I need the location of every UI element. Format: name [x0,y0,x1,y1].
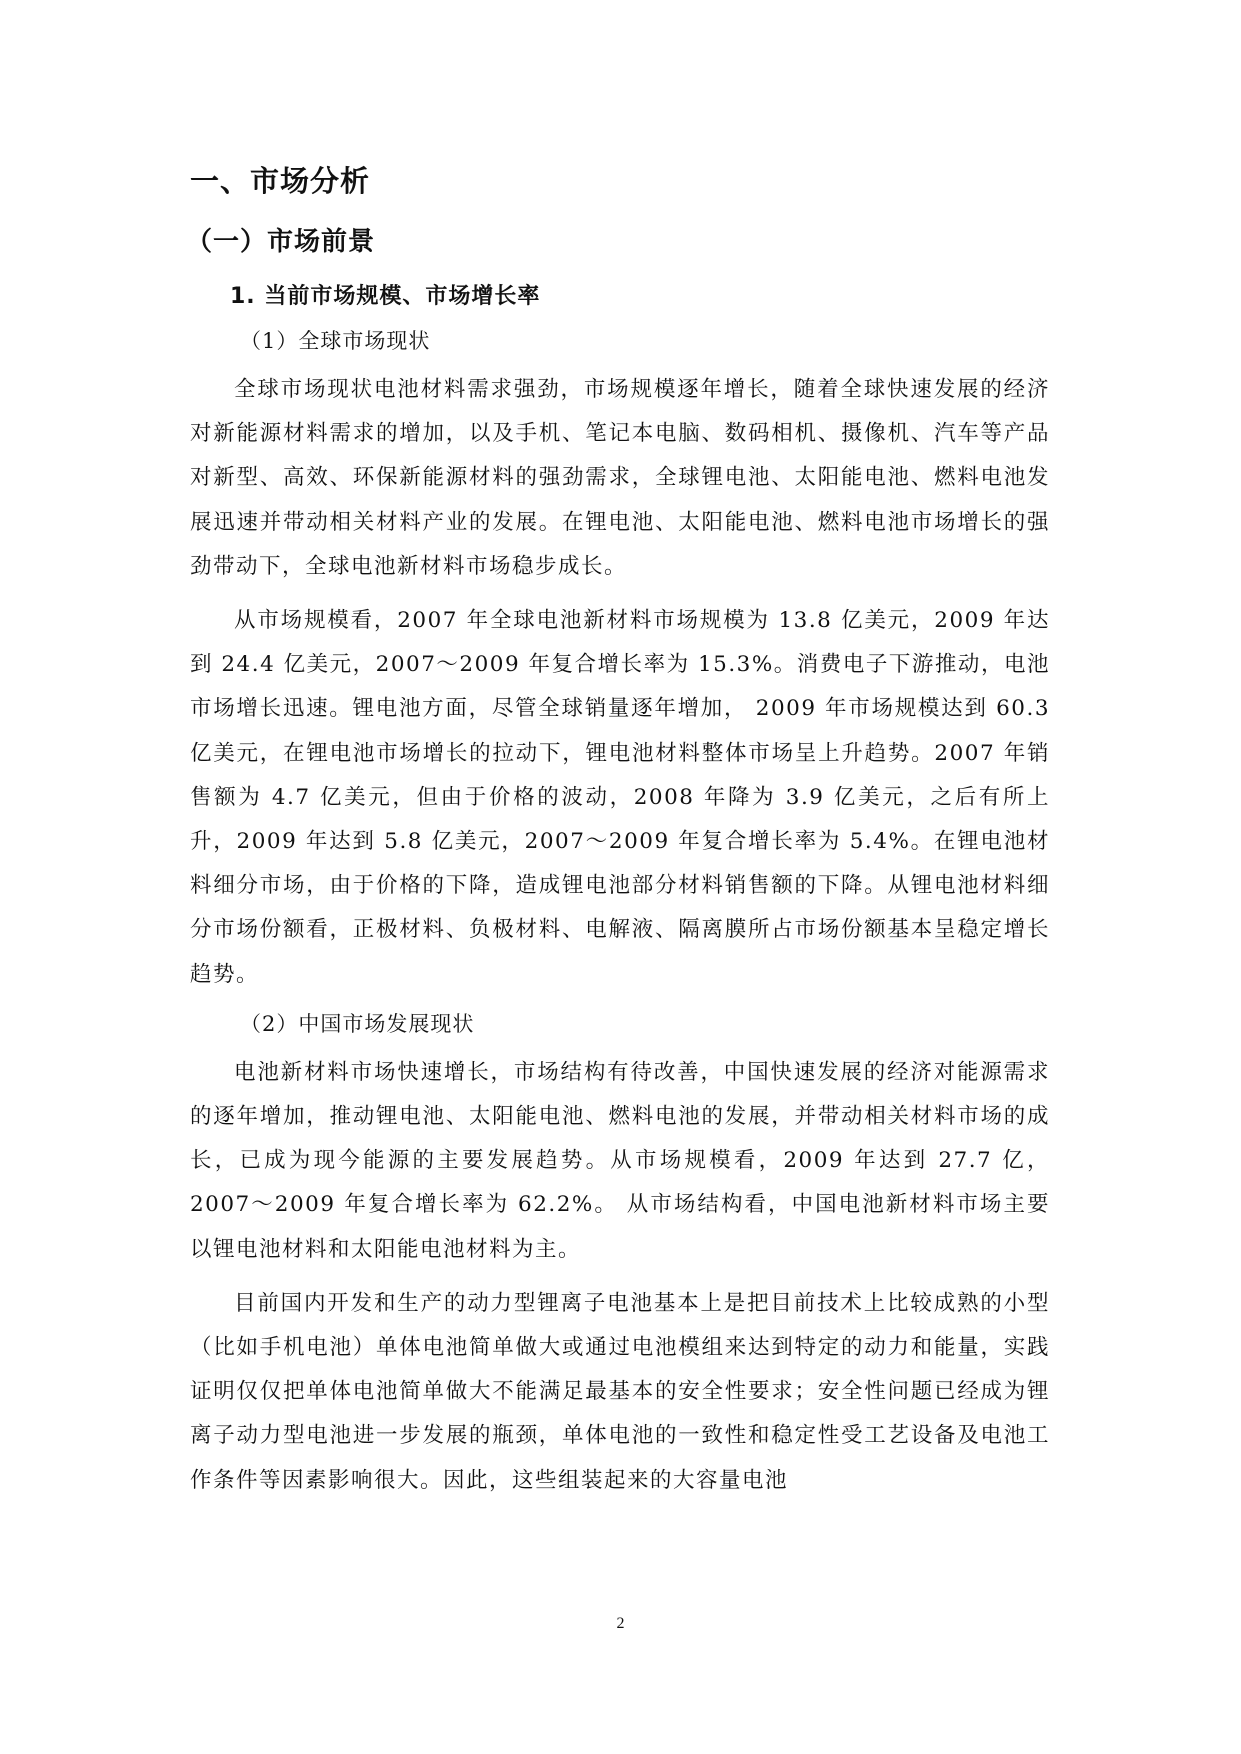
paragraph-global-1: 全球市场现状电池材料需求强劲，市场规模逐年增长，随着全球快速发展的经济对新能源材料需求的增加，以及手机、笔记本电脑、数码相机、摄像机、汽车等产品对新型、高效、环保新能源材料的强劲需求，全球锂电池、太阳能电池、燃料电池发展迅速并带动相关材料产业的发展。在锂电池、太阳能电池、燃料电池市场增长的强劲带动下，全球电池新材料市场稳步成长。 [190,377,1050,579]
paragraph-global-2: 从市场规模看，2007 年全球电池新材料市场规模为 13.8 亿美元，2009 年达到 24.4 亿美元，2007～2009 年复合增长率为 15.3%。消费电子下游推动，电池市场增长迅速。锂电池方面，尽管全球销量逐年增加， 2009 年市场规模达到 60.3 亿美元，在锂电池市场增长的拉动下，锂电池材料整体市场呈上升趋势。2007 年销售额为 4.7 亿美元，但由于价格的波动，2008 年降为 3.9 亿美元，之后有所上升，2009 年达到 5.8 亿美元，2007～2009 年复合增长率为 5.4%。在锂电池材料细分市场，由于价格的下降，造成锂电池部分材料销售额的下降。从锂电池材料细分市场份额看，正极材料、负极材料、电解液、隔离膜所占市场份额基本呈稳定增长趋势。 [190,608,1050,987]
subheading-china-market: （2）中国市场发展现状 [240,1011,475,1036]
subheading-global-market: （1）全球市场现状 [240,329,431,353]
paragraph-china-1: 电池新材料市场快速增长，市场结构有待改善，中国快速发展的经济对能源需求的逐年增加，推动锂电池、太阳能电池、燃料电池的发展，并带动相关材料市场的成长，已成为现今能源的主要发展趋势。从市场规模看，2009 年达到 27.7 亿，2007～2009 年复合增长率为 62.2%。 从市场结构看，中国电池新材料市场主要以锂电池材料和太阳能电池材料为主。 [190,1059,1050,1262]
page-content [186,160,1050,1513]
page-number: 2 [616,1615,625,1632]
paragraph-china-2: 目前国内开发和生产的动力型锂离子电池基本上是把目前技术上比较成熟的小型（比如手机电池）单体电池简单做大或通过电池模组来达到特定的动力和能量，实践证明仅仅把单体电池简单做大不能满足最基本的安全性要求；安全性问题已经成为锂离子动力型电池进一步发展的瓶颈，单体电池的一致性和稳定性受工艺设备及电池工作条件等因素影响很大。因此，这些组装起来的大容量电池 [190,1290,1050,1493]
heading-market-analysis: 一、市场分析 [190,164,371,198]
heading-market-size-growth: 1. 当前市场规模、市场增长率 [230,284,541,309]
heading-market-prospect: （一）市场前景 [186,227,376,257]
